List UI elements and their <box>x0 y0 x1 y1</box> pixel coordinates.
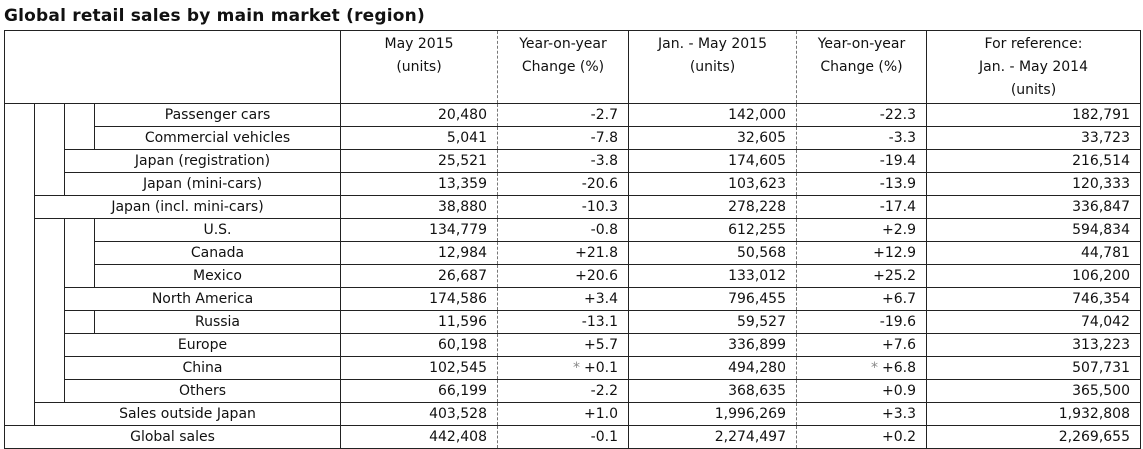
header-may-2015 <box>341 31 498 104</box>
value-text: 44,781 <box>1081 245 1130 261</box>
indent-bar <box>5 265 35 288</box>
value-text: 442,408 <box>429 429 487 445</box>
value-text: 336,847 <box>1072 199 1130 215</box>
value-text: -13.1 <box>581 314 618 330</box>
value-cell <box>797 127 927 150</box>
value-cell <box>341 173 498 196</box>
value-cell <box>797 426 927 449</box>
value-text: 20,480 <box>438 107 487 123</box>
value-cell <box>927 426 1141 449</box>
value-text: 74,042 <box>1081 314 1130 330</box>
value-text: -20.6 <box>581 176 618 192</box>
value-text: 5,041 <box>446 130 487 146</box>
table-row <box>5 403 1141 426</box>
value-text: 612,255 <box>728 222 786 238</box>
value-cell <box>629 242 797 265</box>
header-line: Year-on-year <box>817 36 906 52</box>
indent-bar <box>5 104 35 127</box>
value-text: 368,635 <box>728 383 786 399</box>
value-cell <box>498 426 629 449</box>
value-text: 594,834 <box>1072 222 1130 238</box>
value-text: 746,354 <box>1072 291 1130 307</box>
indent-bar <box>5 288 35 311</box>
value-text: 50,568 <box>737 245 786 261</box>
row-label: Japan (registration) <box>65 150 341 173</box>
value-cell <box>498 311 629 334</box>
value-text: +21.8 <box>575 245 618 261</box>
value-cell <box>927 242 1141 265</box>
header-line: (units) <box>1010 82 1057 98</box>
indent-bar <box>35 288 65 311</box>
header-reference-2014 <box>927 31 1141 104</box>
value-cell <box>341 357 498 380</box>
value-text: 2,269,655 <box>1058 429 1130 445</box>
asterisk-mark: * <box>871 360 878 376</box>
value-text: +6.8 <box>882 360 916 376</box>
indent-bar <box>65 265 95 288</box>
value-text: -19.6 <box>879 314 916 330</box>
value-cell <box>498 127 629 150</box>
value-text: +5.7 <box>584 337 618 353</box>
value-text: 12,984 <box>438 245 487 261</box>
indent-bar <box>5 380 35 403</box>
value-text: -17.4 <box>879 199 916 215</box>
row-label: Europe <box>65 334 341 357</box>
value-text: +2.9 <box>882 222 916 238</box>
indent-bar <box>35 334 65 357</box>
value-cell <box>629 380 797 403</box>
value-text: 1,996,269 <box>714 406 786 422</box>
value-text: 59,527 <box>737 314 786 330</box>
indent-bar <box>35 150 65 173</box>
value-cell <box>341 311 498 334</box>
table-row <box>5 380 1141 403</box>
value-cell <box>629 311 797 334</box>
value-cell <box>629 150 797 173</box>
value-cell <box>498 104 629 127</box>
value-cell <box>927 288 1141 311</box>
row-label: Canada <box>95 242 341 265</box>
value-text: 278,228 <box>728 199 786 215</box>
value-text: 365,500 <box>1072 383 1130 399</box>
header-row <box>5 31 1141 104</box>
row-label: Russia <box>95 311 341 334</box>
value-text: 796,455 <box>728 291 786 307</box>
indent-bar <box>35 242 65 265</box>
value-text: -19.4 <box>879 153 916 169</box>
value-cell <box>341 150 498 173</box>
value-cell <box>629 288 797 311</box>
row-label: Mexico <box>95 265 341 288</box>
value-cell <box>341 426 498 449</box>
value-cell <box>498 196 629 219</box>
value-cell <box>797 380 927 403</box>
table-row <box>5 219 1141 242</box>
value-text: 174,605 <box>728 153 786 169</box>
value-cell <box>927 403 1141 426</box>
value-cell <box>498 173 629 196</box>
value-text: 38,880 <box>438 199 487 215</box>
value-cell <box>629 173 797 196</box>
value-cell <box>629 219 797 242</box>
value-cell <box>498 403 629 426</box>
value-text: -7.8 <box>590 130 618 146</box>
value-cell <box>341 265 498 288</box>
value-cell <box>927 196 1141 219</box>
table-row <box>5 173 1141 196</box>
header-line: Year-on-year <box>519 36 607 52</box>
value-cell <box>629 403 797 426</box>
value-cell <box>927 265 1141 288</box>
asterisk-mark: * <box>573 360 580 376</box>
value-text: -22.3 <box>879 107 916 123</box>
header-line: Jan. - May 2014 <box>978 59 1088 75</box>
table-row <box>5 127 1141 150</box>
value-text: 66,199 <box>438 383 487 399</box>
indent-bar <box>35 357 65 380</box>
value-cell <box>797 311 927 334</box>
indent-bar <box>35 265 65 288</box>
value-text: -0.1 <box>590 429 618 445</box>
value-text: +3.3 <box>882 406 916 422</box>
value-cell <box>341 196 498 219</box>
indent-bar <box>5 357 35 380</box>
header-line: (units) <box>396 59 442 75</box>
value-text: -10.3 <box>581 199 618 215</box>
value-cell <box>341 334 498 357</box>
indent-bar <box>35 380 65 403</box>
value-text: 26,687 <box>438 268 487 284</box>
value-text: 2,274,497 <box>714 429 786 445</box>
value-cell <box>797 104 927 127</box>
table-row <box>5 311 1141 334</box>
value-text: +0.2 <box>882 429 916 445</box>
value-text: -0.8 <box>590 222 618 238</box>
indent-bar <box>65 127 95 150</box>
value-text: -3.8 <box>590 153 618 169</box>
value-cell <box>797 196 927 219</box>
header-yoy-may <box>498 31 629 104</box>
value-cell <box>797 173 927 196</box>
value-cell <box>927 311 1141 334</box>
value-cell <box>629 265 797 288</box>
value-text: 494,280 <box>728 360 786 376</box>
value-text: 133,012 <box>728 268 786 284</box>
value-cell <box>927 380 1141 403</box>
value-cell <box>927 127 1141 150</box>
value-cell <box>498 380 629 403</box>
value-cell <box>629 104 797 127</box>
indent-bar <box>65 104 95 127</box>
value-cell <box>927 150 1141 173</box>
value-cell <box>341 288 498 311</box>
value-cell <box>629 334 797 357</box>
indent-bar <box>5 150 35 173</box>
value-cell <box>797 150 927 173</box>
value-text: 182,791 <box>1072 107 1130 123</box>
indent-bar <box>65 219 95 242</box>
table-row <box>5 426 1141 449</box>
indent-bar <box>35 173 65 196</box>
value-text: 13,359 <box>438 176 487 192</box>
value-text: +1.0 <box>584 406 618 422</box>
value-cell <box>629 357 797 380</box>
indent-bar <box>5 403 35 426</box>
table-row <box>5 196 1141 219</box>
table-row <box>5 334 1141 357</box>
value-text: 103,623 <box>728 176 786 192</box>
header-yoy-jan-may <box>797 31 927 104</box>
indent-bar <box>65 242 95 265</box>
row-label: Passenger cars <box>95 104 341 127</box>
value-cell <box>498 242 629 265</box>
indent-bar <box>5 334 35 357</box>
row-label: Global sales <box>5 426 341 449</box>
table-body <box>5 104 1141 449</box>
value-text: +25.2 <box>873 268 916 284</box>
header-line: May 2015 <box>384 36 454 52</box>
indent-bar <box>5 173 35 196</box>
sales-table-container <box>4 30 1140 443</box>
value-cell <box>797 403 927 426</box>
value-cell <box>797 357 927 380</box>
value-cell <box>341 104 498 127</box>
value-text: 1,932,808 <box>1058 406 1130 422</box>
value-text: 25,521 <box>438 153 487 169</box>
value-cell <box>927 104 1141 127</box>
value-cell <box>629 196 797 219</box>
value-cell <box>629 426 797 449</box>
indent-bar <box>5 127 35 150</box>
header-line: Change (%) <box>820 59 903 75</box>
value-cell <box>498 150 629 173</box>
row-label: North America <box>65 288 341 311</box>
value-cell <box>341 403 498 426</box>
value-text: 507,731 <box>1072 360 1130 376</box>
page-title: Global retail sales by main market (region) <box>4 6 425 26</box>
value-cell <box>629 127 797 150</box>
value-text: 102,545 <box>429 360 487 376</box>
value-text: +20.6 <box>575 268 618 284</box>
value-text: 32,605 <box>737 130 786 146</box>
value-text: 313,223 <box>1072 337 1130 353</box>
row-label: Commercial vehicles <box>95 127 341 150</box>
row-label: Japan (mini-cars) <box>65 173 341 196</box>
value-text: -2.7 <box>590 107 618 123</box>
value-text: 11,596 <box>438 314 487 330</box>
value-cell <box>797 288 927 311</box>
row-label: China <box>65 357 341 380</box>
table-row <box>5 265 1141 288</box>
value-text: +0.1 <box>584 360 618 376</box>
value-text: 106,200 <box>1072 268 1130 284</box>
header-line: (units) <box>689 59 736 75</box>
value-text: 336,899 <box>728 337 786 353</box>
value-text: +12.9 <box>873 245 916 261</box>
value-cell <box>498 288 629 311</box>
row-label: Japan (incl. mini-cars) <box>35 196 341 219</box>
value-cell <box>341 219 498 242</box>
header-jan-may-2015 <box>629 31 797 104</box>
value-cell <box>797 334 927 357</box>
value-text: 142,000 <box>728 107 786 123</box>
value-cell <box>797 242 927 265</box>
value-cell <box>797 265 927 288</box>
value-cell <box>797 219 927 242</box>
sales-table <box>4 30 1141 449</box>
row-label: Others <box>65 380 341 403</box>
value-cell <box>927 334 1141 357</box>
value-cell <box>498 219 629 242</box>
indent-bar <box>35 104 65 127</box>
row-label: U.S. <box>95 219 341 242</box>
value-text: -13.9 <box>879 176 916 192</box>
value-text: 33,723 <box>1081 130 1130 146</box>
table-row <box>5 288 1141 311</box>
value-text: 120,333 <box>1072 176 1130 192</box>
table-row <box>5 242 1141 265</box>
value-text: -3.3 <box>888 130 916 146</box>
value-text: 174,586 <box>429 291 487 307</box>
indent-bar <box>35 127 65 150</box>
indent-bar <box>5 219 35 242</box>
value-text: +6.7 <box>882 291 916 307</box>
value-cell <box>927 357 1141 380</box>
value-cell <box>927 219 1141 242</box>
indent-bar <box>5 242 35 265</box>
indent-bar <box>35 311 65 334</box>
value-cell <box>498 357 629 380</box>
header-line: For reference: <box>984 36 1083 52</box>
value-cell <box>498 334 629 357</box>
indent-bar <box>5 311 35 334</box>
value-text: +3.4 <box>584 291 618 307</box>
value-text: 60,198 <box>438 337 487 353</box>
indent-bar <box>5 196 35 219</box>
indent-bar <box>65 311 95 334</box>
table-row <box>5 104 1141 127</box>
indent-bar <box>35 219 65 242</box>
value-text: 403,528 <box>429 406 487 422</box>
row-label: Sales outside Japan <box>35 403 341 426</box>
value-cell <box>341 127 498 150</box>
header-line: Change (%) <box>521 59 605 75</box>
table-row <box>5 357 1141 380</box>
value-cell <box>498 265 629 288</box>
value-text: -2.2 <box>590 383 618 399</box>
value-cell <box>341 380 498 403</box>
header-corner <box>5 31 341 104</box>
value-text: +7.6 <box>882 337 916 353</box>
value-cell <box>341 242 498 265</box>
table-row <box>5 150 1141 173</box>
value-text: 134,779 <box>429 222 487 238</box>
value-text: +0.9 <box>882 383 916 399</box>
value-text: 216,514 <box>1072 153 1130 169</box>
value-cell <box>927 173 1141 196</box>
header-line: Jan. - May 2015 <box>657 36 767 52</box>
